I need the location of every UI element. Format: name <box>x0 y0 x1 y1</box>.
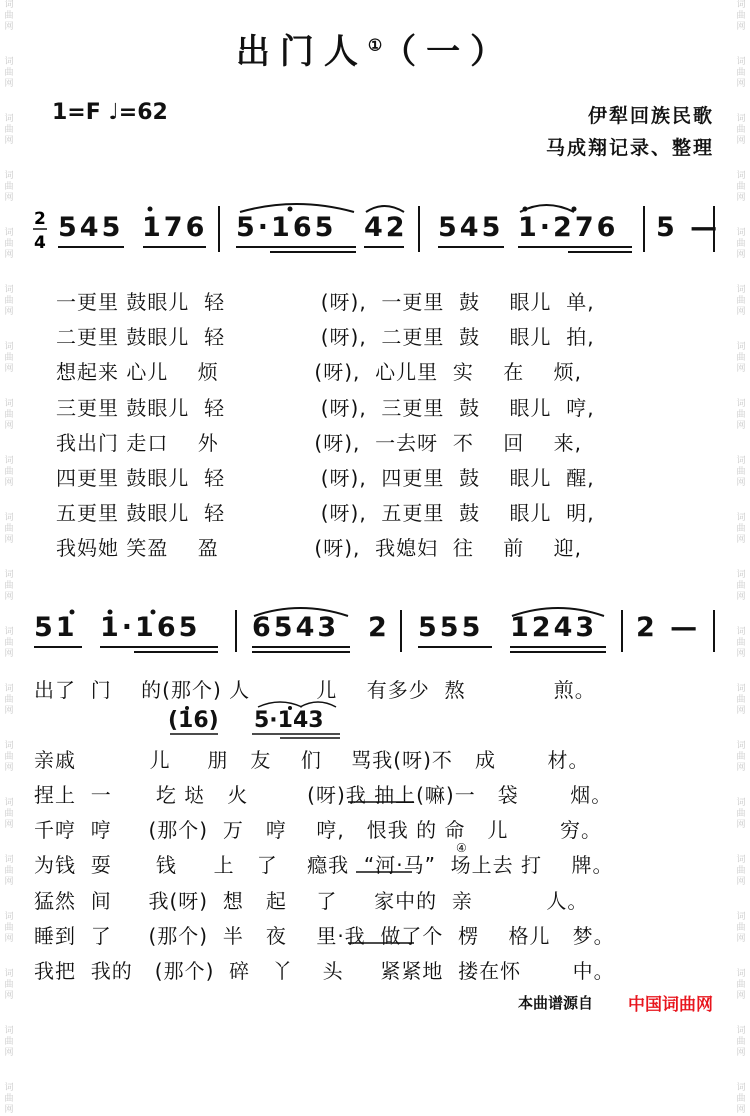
note-group: 1·165 <box>100 612 201 643</box>
lyric-line: 三更里 鼓眼儿 轻 (呀), 三更里 鼓 眼儿 哼, <box>56 396 595 420</box>
watermark-mark: 词 曲 网 <box>736 342 746 374</box>
watermark-mark: 词 曲 网 <box>736 798 746 830</box>
credit-origin: 伊犁回族民歌 <box>587 105 714 127</box>
watermark-mark: 词 曲 网 <box>4 57 14 89</box>
watermark-mark: 词 曲 网 <box>736 57 746 89</box>
footnote-mark: ④ <box>456 841 467 855</box>
note-group: 2 <box>368 612 390 643</box>
watermark-mark: 词 曲 网 <box>736 513 746 545</box>
watermark-mark: 词 曲 网 <box>4 114 14 146</box>
watermark-mark: 词 曲 网 <box>736 114 746 146</box>
note-group: 545 <box>438 212 504 243</box>
watermark-mark: 词 曲 网 <box>4 342 14 374</box>
watermark-mark: 词 曲 网 <box>4 0 14 32</box>
watermark-mark: 词 曲 网 <box>4 969 14 1001</box>
watermark-mark: 词 曲 网 <box>4 456 14 488</box>
alt-note-group: (16) <box>168 708 219 733</box>
title-text: 出门人 <box>235 32 368 72</box>
watermark-mark: 词 曲 网 <box>736 285 746 317</box>
octave-dot <box>148 207 153 212</box>
watermark-mark: 词 曲 网 <box>736 969 746 1001</box>
lyric-line: 五更里 鼓眼儿 轻 (呀), 五更里 鼓 眼儿 明, <box>56 501 595 525</box>
watermark-mark: 词 曲 网 <box>736 912 746 944</box>
watermark-mark: 词 曲 网 <box>4 912 14 944</box>
watermark-mark: 词 曲 网 <box>4 285 14 317</box>
lyric-line: 为钱 耍 钱 上 了 瘾我 “河·马” 场上去 打 牌。 <box>34 853 614 877</box>
note-group: 6543 <box>252 612 340 643</box>
watermark-mark: 词 曲 网 <box>4 1026 14 1058</box>
watermark-mark: 词 曲 网 <box>4 570 14 602</box>
note-group: 1·276 <box>518 212 619 243</box>
watermark-mark: 词 曲 网 <box>736 1083 746 1115</box>
lyric-line: 我出门 走口 外 (呀), 一去呀 不 回 来, <box>56 431 583 455</box>
watermark-mark: 词 曲 网 <box>736 855 746 887</box>
watermark-mark: 词 曲 网 <box>736 741 746 773</box>
watermark-mark: 词 曲 网 <box>4 798 14 830</box>
time-sig-bottom: 4 <box>34 233 46 253</box>
slur <box>520 205 574 212</box>
watermark-mark: 词 曲 网 <box>4 627 14 659</box>
watermark-mark: 词 曲 网 <box>4 684 14 716</box>
lyric-line: 出了 门 的(那个) 人 儿 有多少 熬 煎。 <box>34 678 596 702</box>
note-group: 5 — <box>656 212 721 243</box>
watermark-mark: 词 曲 网 <box>4 228 14 260</box>
lyric-line: 四更里 鼓眼儿 轻 (呀), 四更里 鼓 眼儿 醒, <box>56 466 595 490</box>
watermark-mark: 词 曲 网 <box>736 627 746 659</box>
watermark-mark: 词 曲 网 <box>4 171 14 203</box>
watermark-mark: 词 曲 网 <box>4 399 14 431</box>
lyric-line: 捏上 一 圪 垯 火 (呀)我 抽上(嘛)一 袋 烟。 <box>34 783 613 807</box>
watermark-mark: 词 曲 网 <box>4 513 14 545</box>
watermark-mark: 词 曲 网 <box>4 1083 14 1115</box>
lyric-line: 亲戚 儿 朋 友 们 骂我(呀)不 成 材。 <box>34 748 590 772</box>
lyric-line: 我把 我的 (那个) 碎 丫 头 紧紧地 搂在怀 中。 <box>34 959 615 983</box>
alt-note-group: 5·143 <box>254 708 324 733</box>
site-name-link[interactable]: 中国词曲网 <box>628 995 713 1015</box>
watermark-mark: 词 曲 网 <box>736 228 746 260</box>
key-tempo: 1=F ♩=62 <box>52 100 168 125</box>
note-group: 545 <box>58 212 124 243</box>
watermark-mark: 词 曲 网 <box>736 399 746 431</box>
lyric-line: 我妈她 笑盈 盈 (呀), 我媳妇 往 前 迎, <box>56 536 583 560</box>
source-label: 本曲谱源自 <box>518 994 594 1012</box>
credit-recorder: 马成翔记录、整理 <box>545 137 714 159</box>
watermark-mark: 词 曲 网 <box>736 456 746 488</box>
note-group: 1243 <box>510 612 598 643</box>
title-footnote-mark: ① <box>367 35 383 55</box>
watermark-mark: 词 曲 网 <box>736 684 746 716</box>
note-group: 176 <box>142 212 208 243</box>
watermark-mark: 词 曲 网 <box>736 1026 746 1058</box>
watermark-mark: 词 曲 网 <box>4 741 14 773</box>
note-group: 51 <box>34 612 78 643</box>
lyric-line: 千哼 哼 (那个) 万 哼 哼, 恨我 的 命 儿 穷。 <box>34 818 603 842</box>
watermark-mark: 词 曲 网 <box>736 0 746 32</box>
title-paren: （一） <box>382 32 515 72</box>
note-group: 555 <box>418 612 484 643</box>
note-group: 42 <box>364 212 408 243</box>
lyric-line: 二更里 鼓眼儿 轻 (呀), 二更里 鼓 眼儿 拍, <box>56 325 595 349</box>
lyric-line: 想起来 心儿 烦 (呀), 心儿里 实 在 烦, <box>56 360 583 384</box>
watermark-mark: 词 曲 网 <box>736 570 746 602</box>
watermark-mark: 词 曲 网 <box>4 855 14 887</box>
slur <box>240 204 354 212</box>
note-group: 5·165 <box>236 212 337 243</box>
lyric-line: 睡到 了 (那个) 半 夜 里·我 做了个 楞 格儿 梦。 <box>34 924 615 948</box>
time-sig-top: 2 <box>34 209 46 229</box>
watermark-mark: 词 曲 网 <box>736 171 746 203</box>
lyric-line: 一更里 鼓眼儿 轻 (呀), 一更里 鼓 眼儿 单, <box>56 290 595 314</box>
octave-dot <box>288 207 293 212</box>
lyric-line: 猛然 间 我(呀) 想 起 了 家中的 亲 人。 <box>34 889 589 913</box>
note-group: 2 — <box>636 612 701 643</box>
